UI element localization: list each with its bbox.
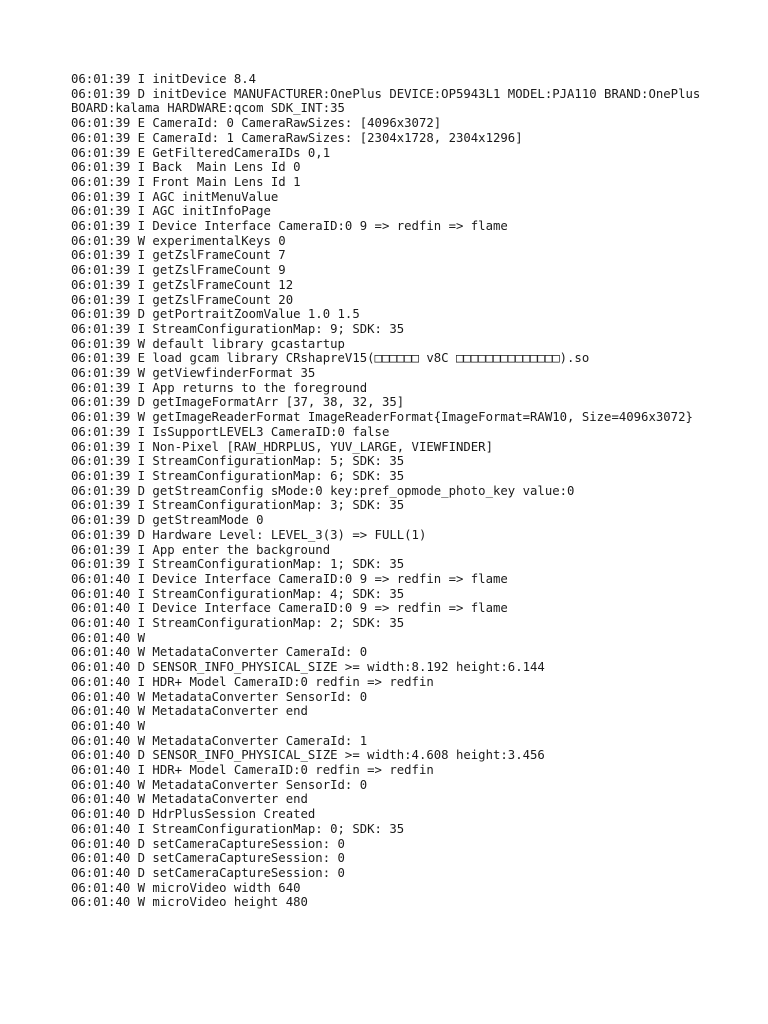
log-line: 06:01:40 W <box>71 718 146 733</box>
log-line: 06:01:39 I Back Main Lens Id 0 <box>71 160 301 175</box>
log-line: 06:01:39 I IsSupportLEVEL3 CameraID:0 false <box>71 424 390 439</box>
log-line: 06:01:39 I Non-Pixel [RAW_HDRPLUS, YUV_LARGE, VIEWFINDER] <box>71 439 493 454</box>
log-line: 06:01:40 D setCameraCaptureSession: 0 <box>71 865 345 880</box>
log-line: 06:01:39 I getZslFrameCount 20 <box>71 292 294 307</box>
log-line: 06:01:40 D SENSOR_INFO_PHYSICAL_SIZE >= width:8.192 height:6.144 <box>71 660 545 675</box>
log-line: 06:01:39 D getPortraitZoomValue 1.0 1.5 <box>71 307 360 322</box>
log-line: 06:01:40 I HDR+ Model CameraID:0 redfin => redfin <box>71 674 434 689</box>
log-line: 06:01:39 D initDevice MANUFACTURER:OnePlus DEVICE:OP5943L1 MODEL:PJA110 BRAND:OnePlus BOARD:kalama HARDWARE:qcom SDK_INT:35 <box>71 86 708 116</box>
log-line: 06:01:39 E load gcam library CRshapreV15(□□□□□□ v8C □□□□□□□□□□□□□□).so <box>71 351 590 366</box>
log-line: 06:01:40 W MetadataConverter CameraId: 0 <box>71 645 368 660</box>
log-line: 06:01:39 I Front Main Lens Id 1 <box>71 174 301 189</box>
log-line: 06:01:39 I StreamConfigurationMap: 9; SDK: 35 <box>71 321 405 336</box>
log-line: 06:01:40 W MetadataConverter end <box>71 792 308 807</box>
log-line: 06:01:39 I AGC initMenuValue <box>71 189 279 204</box>
log-line: 06:01:39 I App enter the background <box>71 542 331 557</box>
log-line: 06:01:40 I StreamConfigurationMap: 2; SDK: 35 <box>71 616 405 631</box>
log-line: 06:01:40 W MetadataConverter SensorId: 0 <box>71 777 368 792</box>
log-line: 06:01:40 W MetadataConverter SensorId: 0 <box>71 689 368 704</box>
log-line: 06:01:39 E CameraId: 0 CameraRawSizes: [4096x3072] <box>71 116 442 131</box>
log-line: 06:01:39 W getImageReaderFormat ImageReaderFormat{ImageFormat=RAW10, Size=4096x3072} <box>71 410 693 425</box>
log-line: 06:01:40 I HDR+ Model CameraID:0 redfin => redfin <box>71 763 434 778</box>
log-line: 06:01:40 D setCameraCaptureSession: 0 <box>71 836 345 851</box>
log-line: 06:01:40 W <box>71 630 146 645</box>
log-line: 06:01:40 I StreamConfigurationMap: 0; SDK: 35 <box>71 821 405 836</box>
log-line: 06:01:40 W microVideo width 640 <box>71 880 301 895</box>
log-line: 06:01:39 E GetFilteredCameraIDs 0,1 <box>71 145 331 160</box>
log-line: 06:01:40 D HdrPlusSession Created <box>71 807 316 822</box>
log-line: 06:01:39 I getZslFrameCount 7 <box>71 248 286 263</box>
log-line: 06:01:40 I StreamConfigurationMap: 4; SDK: 35 <box>71 586 405 601</box>
log-line: 06:01:39 I AGC initInfoPage <box>71 204 271 219</box>
log-line: 06:01:40 W microVideo height 480 <box>71 895 308 910</box>
log-line: 06:01:40 I Device Interface CameraID:0 9 => redfin => flame <box>71 601 508 616</box>
log-line: 06:01:39 E CameraId: 1 CameraRawSizes: [2304x1728, 2304x1296] <box>71 130 523 145</box>
log-line: 06:01:39 D getStreamConfig sMode:0 key:pref_opmode_photo_key value:0 <box>71 483 575 498</box>
log-line: 06:01:39 I getZslFrameCount 12 <box>71 277 294 292</box>
log-line: 06:01:40 W MetadataConverter end <box>71 704 308 719</box>
log-line: 06:01:40 D SENSOR_INFO_PHYSICAL_SIZE >= width:4.608 height:3.456 <box>71 748 545 763</box>
log-document <box>71 72 751 910</box>
log-line: 06:01:39 W default library gcastartup <box>71 336 345 351</box>
log-line: 06:01:40 D setCameraCaptureSession: 0 <box>71 851 345 866</box>
log-line: 06:01:39 I StreamConfigurationMap: 5; SDK: 35 <box>71 454 405 469</box>
log-line: 06:01:39 I initDevice 8.4 <box>71 72 257 86</box>
log-line: 06:01:40 I Device Interface CameraID:0 9 => redfin => flame <box>71 571 508 586</box>
log-line: 06:01:39 D getStreamMode 0 <box>71 513 264 528</box>
log-line: 06:01:40 W MetadataConverter CameraId: 1 <box>71 733 368 748</box>
log-line: 06:01:39 I StreamConfigurationMap: 6; SDK: 35 <box>71 468 405 483</box>
log-line: 06:01:39 I StreamConfigurationMap: 3; SDK: 35 <box>71 498 405 513</box>
log-line: 06:01:39 I StreamConfigurationMap: 1; SDK: 35 <box>71 557 405 572</box>
log-line: 06:01:39 I App returns to the foreground <box>71 380 368 395</box>
log-line: 06:01:39 D getImageFormatArr [37, 38, 32, 35] <box>71 395 405 410</box>
log-line: 06:01:39 W getViewfinderFormat 35 <box>71 366 316 381</box>
log-line: 06:01:39 W experimentalKeys 0 <box>71 233 286 248</box>
log-line: 06:01:39 D Hardware Level: LEVEL_3(3) => FULL(1) <box>71 527 427 542</box>
log-line: 06:01:39 I getZslFrameCount 9 <box>71 263 286 278</box>
log-line: 06:01:39 I Device Interface CameraID:0 9 => redfin => flame <box>71 219 508 234</box>
